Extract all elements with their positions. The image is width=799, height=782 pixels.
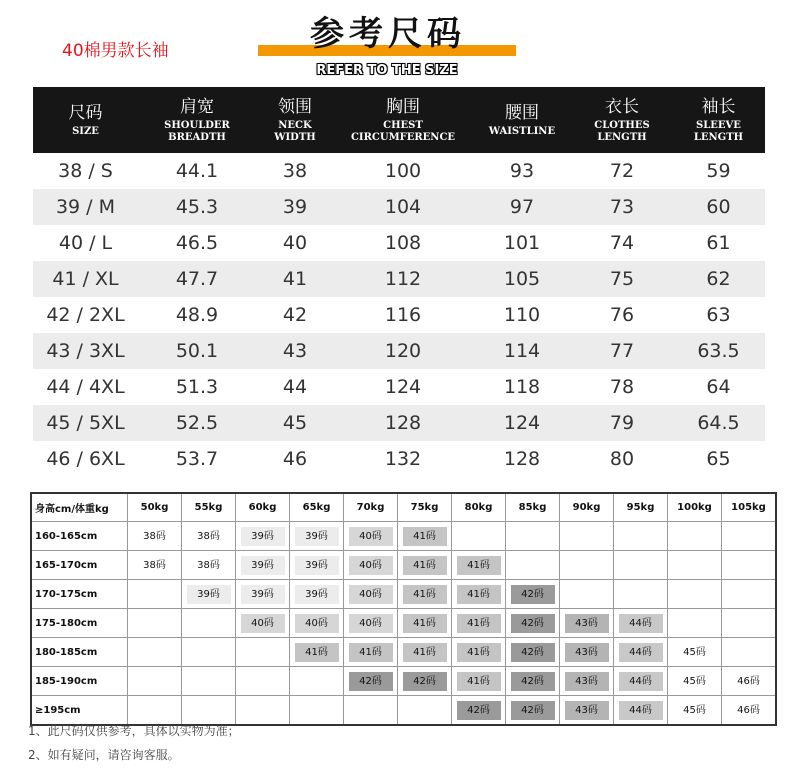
weight-header: 60kg [236,493,290,522]
grid-cell [344,522,398,551]
cell-sleeve-length: 64.5 [697,412,740,434]
cell-size: 45 / 5XL [46,412,125,434]
grid-cell [128,696,182,726]
grid-cell [452,667,506,696]
note-2: 2、如有疑问，请咨询客服。 [28,748,180,762]
size-chip: 42码 [457,701,501,720]
cell-size: 38 / S [58,160,113,182]
size-chip: 42码 [511,672,555,691]
size-chip: 39码 [295,585,339,604]
cell-neck: 40 [282,232,308,254]
size-chip: 45码 [673,643,717,662]
cell-clothes-length: 78 [609,376,635,398]
weight-header: 105kg [722,493,777,522]
header-neck: 领围 NECK WIDTH [274,97,316,143]
grid-row [31,580,776,609]
cell-waist: 124 [503,412,541,434]
cell-sleeve-length: 62 [706,268,731,290]
cell-sleeve-length: 63.5 [697,340,740,362]
height-range-label: 185-190cm [31,667,128,696]
grid-cell [506,580,560,609]
size-chip: 42码 [403,672,447,691]
grid-row [31,522,776,551]
height-weight-grid [30,492,777,726]
grid-cell [290,522,344,551]
size-row [33,441,765,477]
grid-cell [236,638,290,667]
weight-header: 100kg [668,493,722,522]
size-chip: 41码 [457,585,501,604]
header-clothes-length: 衣长 CLOTHES LENGTH [594,97,650,143]
cell-chest: 120 [384,340,422,362]
cell-size: 39 / M [55,196,116,218]
cell-shoulder: 47.7 [175,268,219,290]
weight-header: 75kg [398,493,452,522]
height-range-label: 180-185cm [31,638,128,667]
grid-cell [506,667,560,696]
cell-size: 44 / 4XL [46,376,125,398]
cell-neck: 45 [282,412,308,434]
header-sleeve-length: 袖长 SLEEVE LENGTH [693,97,744,143]
cell-waist: 118 [503,376,541,398]
grid-cell [182,551,236,580]
size-chip: 44码 [619,701,663,720]
cell-neck: 43 [282,340,308,362]
grid-cell [722,638,777,667]
size-chart-table [33,87,765,477]
size-chip: 45码 [673,701,717,720]
size-chip: 41码 [457,672,501,691]
grid-cell [128,609,182,638]
weight-header: 65kg [290,493,344,522]
size-chip: 40码 [349,585,393,604]
grid-cell [182,667,236,696]
grid-cell [182,522,236,551]
grid-cell [506,522,560,551]
cell-waist: 105 [503,268,541,290]
grid-cell [668,638,722,667]
cell-chest: 128 [384,412,422,434]
grid-cell [398,667,452,696]
cell-shoulder: 50.1 [175,340,219,362]
cell-neck: 44 [282,376,308,398]
cell-clothes-length: 80 [609,448,635,470]
cell-size: 40 / L [58,232,113,254]
grid-cell [290,667,344,696]
grid-row [31,609,776,638]
weight-header: 70kg [344,493,398,522]
cell-clothes-length: 76 [609,304,635,326]
size-chip: 42码 [511,701,555,720]
size-chip: 42码 [349,672,393,691]
cell-waist: 110 [503,304,541,326]
cell-chest: 124 [384,376,422,398]
size-chip: 44码 [619,643,663,662]
cell-clothes-length: 73 [609,196,635,218]
size-chip: 45码 [673,672,717,691]
cell-shoulder: 46.5 [175,232,219,254]
cell-shoulder: 51.3 [175,376,219,398]
header-chest: 胸围 CHEST CIRCUMFERENCE [350,97,456,143]
cell-neck: 39 [282,196,308,218]
grid-cell [560,580,614,609]
size-chip: 44码 [619,614,663,633]
cell-shoulder: 44.1 [175,160,219,182]
cell-sleeve-length: 60 [706,196,731,218]
grid-cell [452,609,506,638]
cell-sleeve-length: 63 [706,304,731,326]
size-chip: 41码 [403,556,447,575]
cell-size: 46 / 6XL [46,448,125,470]
cell-sleeve-length: 59 [706,160,731,182]
grid-header-row [31,493,776,522]
grid-cell [182,580,236,609]
size-chip: 41码 [349,643,393,662]
size-chip: 38码 [133,556,177,575]
grid-cell [722,551,777,580]
grid-cell [452,638,506,667]
grid-cell [236,551,290,580]
size-chip: 41码 [403,643,447,662]
grid-cell [344,580,398,609]
grid-cell [290,638,344,667]
cell-neck: 42 [282,304,308,326]
grid-cell [236,667,290,696]
grid-cell [452,696,506,726]
cell-chest: 116 [384,304,422,326]
cell-chest: 112 [384,268,422,290]
size-chip: 46码 [727,701,771,720]
grid-cell [398,580,452,609]
cell-chest: 104 [384,196,422,218]
size-chip: 43码 [565,643,609,662]
grid-cell [398,609,452,638]
cell-chest: 108 [384,232,422,254]
size-chip: 42码 [511,585,555,604]
grid-cell [290,609,344,638]
size-chip: 41码 [295,643,339,662]
grid-cell [128,638,182,667]
cell-sleeve-length: 65 [706,448,731,470]
cell-waist: 114 [503,340,541,362]
grid-cell [290,580,344,609]
grid-cell [614,551,668,580]
grid-cell [560,551,614,580]
note-1: 1、此尺码仅供参考，具体以实物为准； [28,724,240,738]
grid-cell [668,696,722,726]
height-range-label: 165-170cm [31,551,128,580]
size-chip: 42码 [511,643,555,662]
size-chip: 39码 [241,585,285,604]
page-subtitle-en: REFER TO THE SIZE [316,63,458,78]
grid-cell [614,522,668,551]
cell-waist: 97 [509,196,535,218]
cell-clothes-length: 74 [609,232,635,254]
size-row [33,369,765,405]
size-row [33,189,765,225]
grid-cell [722,580,777,609]
grid-row [31,638,776,667]
weight-header: 50kg [128,493,182,522]
grid-cell [344,696,398,726]
cell-neck: 38 [282,160,308,182]
grid-cell [398,638,452,667]
grid-cell [344,551,398,580]
height-range-label: ≥195cm [31,696,128,726]
grid-corner-label: 身高cm/体重kg [31,493,128,522]
grid-cell [668,522,722,551]
grid-row [31,551,776,580]
weight-header: 55kg [182,493,236,522]
size-chip: 46码 [727,672,771,691]
size-chip: 43码 [565,672,609,691]
height-range-label: 160-165cm [31,522,128,551]
cell-waist: 101 [503,232,541,254]
size-row [33,405,765,441]
size-chip: 41码 [403,527,447,546]
grid-cell [722,667,777,696]
grid-cell [290,551,344,580]
size-chip: 43码 [565,614,609,633]
size-chart-header [33,87,765,153]
grid-cell [236,696,290,726]
grid-cell [560,696,614,726]
grid-cell [128,667,182,696]
grid-cell [128,580,182,609]
cell-waist: 93 [509,160,535,182]
grid-cell [560,638,614,667]
grid-cell [506,638,560,667]
size-row [33,333,765,369]
grid-cell [452,551,506,580]
cell-clothes-length: 77 [609,340,635,362]
cell-clothes-length: 72 [609,160,635,182]
header-waist: 腰围 WAISTLINE [488,103,556,137]
height-range-label: 175-180cm [31,609,128,638]
grid-cell [452,580,506,609]
grid-cell [560,667,614,696]
size-chip: 38码 [187,556,231,575]
cell-clothes-length: 79 [609,412,635,434]
grid-cell [614,667,668,696]
cell-shoulder: 53.7 [175,448,219,470]
size-chip: 40码 [349,556,393,575]
cell-sleeve-length: 61 [706,232,731,254]
grid-cell [398,522,452,551]
size-chip: 43码 [565,701,609,720]
grid-cell [182,609,236,638]
size-row [33,297,765,333]
size-chip: 39码 [295,527,339,546]
size-chip: 39码 [295,556,339,575]
size-chip: 41码 [403,614,447,633]
header-shoulder: 肩宽 SHOULDER BREADTH [164,97,230,143]
cell-neck: 46 [282,448,308,470]
product-label: 40棉男款长袖 [62,41,169,61]
grid-cell [506,696,560,726]
weight-header: 80kg [452,493,506,522]
grid-row [31,696,776,726]
grid-cell [614,638,668,667]
size-chip: 39码 [187,585,231,604]
grid-cell [344,609,398,638]
grid-cell [614,609,668,638]
grid-cell [236,580,290,609]
size-chip: 41码 [457,556,501,575]
size-chip: 40码 [241,614,285,633]
grid-cell [182,696,236,726]
grid-cell [614,580,668,609]
weight-header: 85kg [506,493,560,522]
grid-cell [560,522,614,551]
cell-size: 42 / 2XL [46,304,125,326]
size-chip: 41码 [457,643,501,662]
size-row [33,153,765,189]
grid-cell [290,696,344,726]
size-chip: 40码 [349,614,393,633]
size-chip: 41码 [457,614,501,633]
cell-shoulder: 45.3 [175,196,219,218]
cell-size: 41 / XL [52,268,119,290]
grid-cell [722,522,777,551]
cell-waist: 128 [503,448,541,470]
size-chip: 41码 [403,585,447,604]
size-chip: 40码 [295,614,339,633]
weight-header: 90kg [560,493,614,522]
size-chip: 40码 [349,527,393,546]
grid-cell [236,609,290,638]
cell-chest: 100 [384,160,422,182]
grid-cell [344,638,398,667]
grid-cell [398,551,452,580]
page-title: 参考尺码 [310,14,466,54]
size-chip: 39码 [241,527,285,546]
grid-cell [182,638,236,667]
size-chip: 39码 [241,556,285,575]
cell-shoulder: 52.5 [175,412,219,434]
grid-cell [722,609,777,638]
weight-header: 95kg [614,493,668,522]
cell-chest: 132 [384,448,422,470]
size-chip: 38码 [133,527,177,546]
height-range-label: 170-175cm [31,580,128,609]
size-chip: 38码 [187,527,231,546]
grid-cell [236,522,290,551]
grid-cell [668,580,722,609]
grid-cell [128,551,182,580]
grid-cell [506,609,560,638]
grid-cell [668,609,722,638]
grid-cell [560,609,614,638]
grid-cell [452,522,506,551]
size-chip: 42码 [511,614,555,633]
size-chart-body [33,153,765,477]
grid-cell [344,667,398,696]
cell-clothes-length: 75 [609,268,635,290]
grid-cell [722,696,777,726]
grid-cell [668,551,722,580]
cell-size: 43 / 3XL [46,340,125,362]
cell-shoulder: 48.9 [175,304,219,326]
size-row [33,225,765,261]
cell-sleeve-length: 64 [706,376,731,398]
grid-cell [128,522,182,551]
grid-cell [506,551,560,580]
grid-row [31,667,776,696]
size-chip: 44码 [619,672,663,691]
header-size: 尺码 SIZE [68,103,103,137]
grid-cell [668,667,722,696]
size-row [33,261,765,297]
grid-cell [614,696,668,726]
cell-neck: 41 [282,268,308,290]
grid-cell [398,696,452,726]
